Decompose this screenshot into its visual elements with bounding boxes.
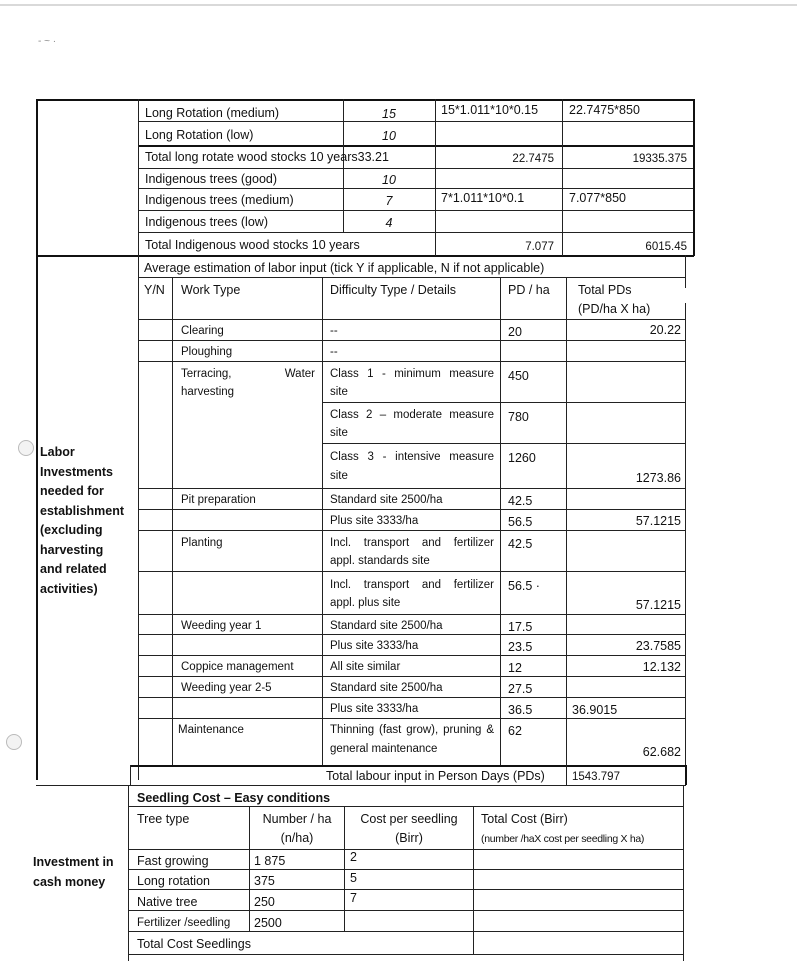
work-ploughing: Ploughing <box>181 346 233 358</box>
wood-row-calc-value: 22.7475*850 <box>569 103 640 117</box>
detail-ploughing: -- <box>330 346 338 358</box>
seedling-cost-title: Seedling Cost – Easy conditions <box>137 791 331 805</box>
header-number-unit: (n/ha) <box>280 831 314 845</box>
detail-planting-standard: Incl. transport and fertilizer <box>330 537 494 549</box>
pd-maintenance: 62 <box>508 724 522 738</box>
total-long-rotation-label: Total long rotate wood stocks 10 years33.21 <box>145 150 389 164</box>
pd-class2: 780 <box>508 410 529 424</box>
detail-class1: Class 1 - minimum measure <box>330 368 494 380</box>
pd-planting-standard: 42.5 <box>508 537 533 551</box>
total-coppice: 12.132 <box>642 660 681 674</box>
tree-type-cell: Fertilizer /seedling <box>137 917 231 929</box>
number-cell: 1 875 <box>254 854 286 868</box>
detail-coppice: All site similar <box>330 661 401 673</box>
total-long-rotation-value: 22.7475 <box>512 153 554 165</box>
detail-class1-line2: site <box>330 386 348 398</box>
pd-pit-plus: 56.5 <box>508 515 533 529</box>
work-coppice: Coppice management <box>181 661 294 673</box>
pd-weeding25-plus: 36.5 <box>508 703 533 717</box>
total-labour-value: 1543.797 <box>572 771 620 783</box>
work-maintenance: Maintenance <box>178 724 244 736</box>
work-terracing: Terracing, Water <box>181 368 315 380</box>
punch-hole-upper <box>18 440 34 456</box>
detail-pit-standard: Standard site 2500/ha <box>330 494 443 506</box>
header-yn: Y/N <box>144 283 165 297</box>
detail-class2-line2: site <box>330 427 348 439</box>
detail-maintenance: Thinning (fast grow), pruning & <box>330 724 494 736</box>
header-cost-unit: (Birr) <box>395 831 423 845</box>
number-cell: 375 <box>254 874 275 888</box>
wood-row-label: Long Rotation (medium) <box>145 106 280 120</box>
detail-planting-standard-line2: appl. standards site <box>330 555 430 567</box>
total-indigenous-label: Total Indigenous wood stocks 10 years <box>145 238 360 252</box>
detail-class3: Class 3 - intensive measure <box>330 451 494 463</box>
pd-coppice: 12 <box>508 661 522 675</box>
cost-cell: 5 <box>350 871 357 885</box>
detail-planting-plus: Incl. transport and fertilizer <box>330 579 494 591</box>
number-cell: 2500 <box>254 916 282 930</box>
header-total-pds-formula: (PD/ha X ha) <box>578 302 651 316</box>
detail-weeding25-plus: Plus site 3333/ha <box>330 703 419 715</box>
total-clearing: 20.22 <box>649 323 681 337</box>
tree-type-cell: Native tree <box>137 895 198 909</box>
header-difficulty: Difficulty Type / Details <box>330 283 456 297</box>
work-clearing: Clearing <box>181 325 224 337</box>
wood-row-label: Long Rotation (low) <box>145 128 254 142</box>
wood-row-calc: 15*1.011*10*0.15 <box>441 103 539 117</box>
work-planting: Planting <box>181 537 223 549</box>
total-indigenous-value: 7.077 <box>525 241 554 253</box>
header-number-per-ha: Number / ha <box>262 812 332 826</box>
total-long-rotation-amount: 19335.375 <box>632 153 687 165</box>
cash-section-label: Investment in cash money <box>33 855 114 889</box>
header-total-cost-formula: (number /haX cost per seedling X ha) <box>481 833 645 845</box>
wood-row-value: 10 <box>382 173 396 187</box>
detail-weeding1-standard: Standard site 2500/ha <box>330 620 443 632</box>
total-indigenous-amount: 6015.45 <box>645 241 687 253</box>
header-tree-type: Tree type <box>137 812 190 826</box>
detail-pit-plus: Plus site 3333/ha <box>330 515 419 527</box>
pd-pit-standard: 42.5 <box>508 494 533 508</box>
wood-row-value: 15 <box>382 107 396 121</box>
wood-row-value: 4 <box>385 216 393 230</box>
work-pit-preparation: Pit preparation <box>181 494 256 506</box>
wood-row-label: Indigenous trees (good) <box>145 172 278 186</box>
wood-row-value: 10 <box>382 129 396 143</box>
wood-row-value: 7 <box>385 194 393 208</box>
total-labour-label: Total labour input in Person Days (PDs) <box>326 769 545 783</box>
detail-maintenance-line2: general maintenance <box>330 743 438 755</box>
header-total-pds: Total PDs <box>578 283 632 297</box>
wood-row-label: Indigenous trees (medium) <box>145 193 294 207</box>
pd-class1: 450 <box>508 369 529 383</box>
detail-clearing: -- <box>330 325 338 337</box>
cost-cell: 2 <box>350 850 357 864</box>
header-cost-per-seedling: Cost per seedling <box>360 812 458 826</box>
pd-planting-plus: 56.5 · <box>508 579 540 593</box>
detail-class3-line2: site <box>330 470 348 482</box>
header-work-type: Work Type <box>181 283 241 297</box>
detail-weeding25-standard: Standard site 2500/ha <box>330 682 443 694</box>
wood-row-label: Indigenous trees (low) <box>145 215 268 229</box>
detail-class2: Class 2 – moderate measure <box>330 409 494 421</box>
pd-weeding25-standard: 27.5 <box>508 682 533 696</box>
total-terracing: 1273.86 <box>635 471 681 485</box>
pd-clearing: 20 <box>508 325 522 339</box>
header-pd-ha: PD / ha <box>508 283 550 297</box>
total-planting: 57.1215 <box>635 598 681 612</box>
pd-weeding1-plus: 23.5 <box>508 640 533 654</box>
work-terracing-line2: harvesting <box>181 386 235 398</box>
wood-row-calc-value: 7.077*850 <box>569 191 627 205</box>
cost-cell: 7 <box>350 891 357 905</box>
total-weeding1: 23.7585 <box>635 639 681 653</box>
total-weeding25: 36.9015 <box>572 703 618 717</box>
tree-type-cell: Fast growing <box>137 854 209 868</box>
scan-edge-shadow <box>0 4 797 6</box>
scan-speck: - ~ · <box>38 36 57 47</box>
header-total-cost: Total Cost (Birr) <box>481 812 568 826</box>
number-cell: 250 <box>254 895 275 909</box>
labor-title: Average estimation of labor input (tick Y if applicable, N if not applicable) <box>144 261 545 275</box>
pd-weeding1-standard: 17.5 <box>508 620 533 634</box>
labor-section-label: Labor Investments needed for establishment (excluding harvesting and related activities) <box>40 445 125 596</box>
punch-hole-lower <box>6 734 22 750</box>
tree-type-cell: Long rotation <box>137 874 210 888</box>
total-cost-seedlings-label: Total Cost Seedlings <box>137 937 251 951</box>
total-maintenance: 62.682 <box>642 745 681 759</box>
pd-class3: 1260 <box>508 451 536 465</box>
work-weeding-year2-5: Weeding year 2-5 <box>181 682 272 694</box>
work-weeding-year1: Weeding year 1 <box>181 620 262 632</box>
total-pit: 57.1215 <box>635 514 681 528</box>
detail-weeding1-plus: Plus site 3333/ha <box>330 640 419 652</box>
wood-row-calc: 7*1.011*10*0.1 <box>441 191 525 205</box>
detail-planting-plus-line2: appl. plus site <box>330 597 401 609</box>
